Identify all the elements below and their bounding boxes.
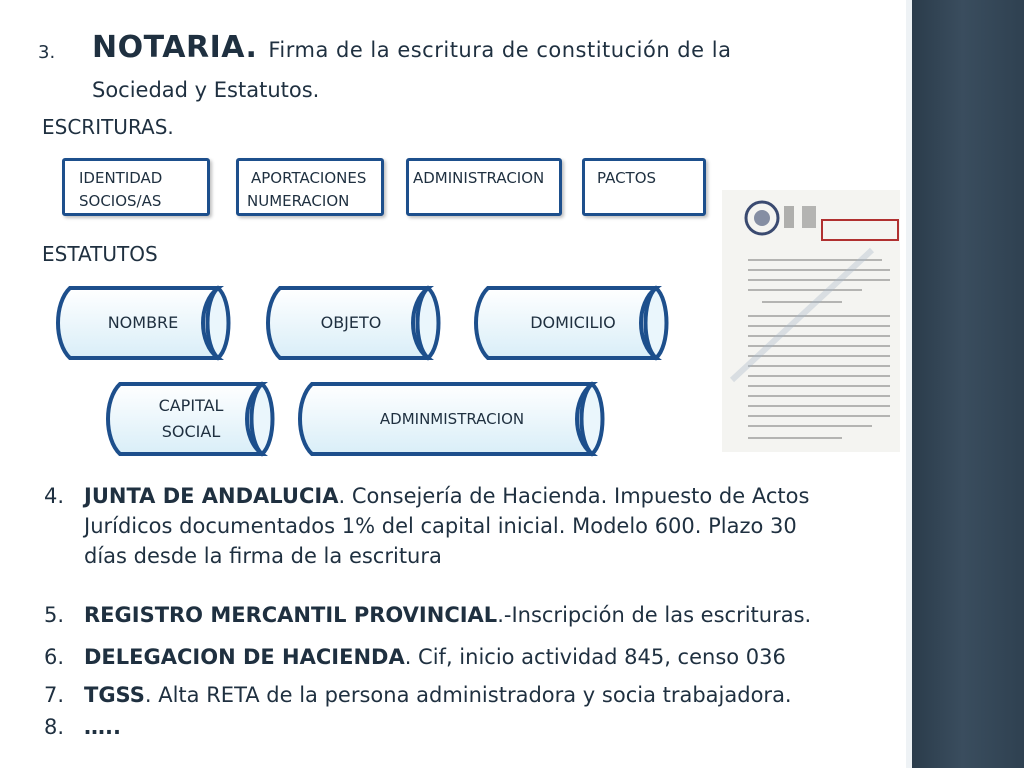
scroll-label-nombre: NOMBRE: [107, 313, 179, 332]
box-line: SOCIOS/AS: [79, 192, 162, 210]
heading-number: 3.: [38, 42, 56, 63]
list-item-5: [44, 600, 894, 630]
scroll-shape-capital-social: [108, 384, 273, 454]
scroll-label-capital: CAPITAL: [158, 396, 224, 415]
notarial-document-image: [722, 190, 900, 452]
scroll-label-social: SOCIAL: [161, 422, 221, 441]
list-text: días desde la firma de la escritura: [84, 544, 442, 568]
title-subtitle: Firma de la escritura de constitución de la: [268, 38, 732, 62]
box-line: ADMINISTRACION: [413, 169, 545, 187]
list-bold: TGSS: [84, 683, 145, 707]
estatutos-label: ESTATUTOS: [42, 242, 158, 266]
list-bold: REGISTRO MERCANTIL PROVINCIAL: [84, 603, 498, 627]
box-line: NUMERACION: [247, 192, 350, 210]
list-item-4: [44, 481, 894, 571]
list-bold: JUNTA DE ANDALUCIA: [84, 484, 339, 508]
list-bold: DELEGACION DE HACIENDA: [84, 645, 405, 669]
scroll-label-objeto: OBJETO: [320, 313, 382, 332]
list-item-8: [44, 712, 894, 742]
title-subtitle-line2: Sociedad y Estatutos.: [92, 78, 320, 102]
list-text: . Cif, inicio actividad 845, censo 036: [404, 645, 786, 669]
list-number: 4.: [44, 484, 65, 508]
list-number: 8.: [44, 715, 65, 739]
list-text: …..: [84, 715, 121, 739]
box-line: IDENTIDAD: [79, 169, 163, 187]
estatutos-scrolls: [0, 0, 720, 470]
scroll-label-domicilio: DOMICILIO: [530, 313, 616, 332]
list-number: 5.: [44, 603, 65, 627]
list-number: 7.: [44, 683, 65, 707]
list-number: 6.: [44, 645, 65, 669]
list-text: . Consejería de Hacienda. Impuesto de Actos: [338, 484, 810, 508]
list-text: Jurídicos documentados 1% del capital inicial. Modelo 600. Plazo 30: [84, 514, 797, 538]
list-item-7: [44, 680, 894, 710]
list-item-6: [44, 642, 894, 672]
scroll-label-adminmistracion: ADMINMISTRACION: [379, 410, 525, 428]
list-text: .-Inscripción de las escrituras.: [497, 603, 812, 627]
escrituras-label: ESCRITURAS.: [42, 115, 174, 139]
decorative-sidebar: [912, 0, 1024, 768]
box-line: APORTACIONES: [251, 169, 367, 187]
title-strong: NOTARIA.: [92, 30, 258, 65]
box-line: PACTOS: [597, 169, 657, 187]
list-text: . Alta RETA de la persona administradora y socia trabajadora.: [144, 683, 792, 707]
